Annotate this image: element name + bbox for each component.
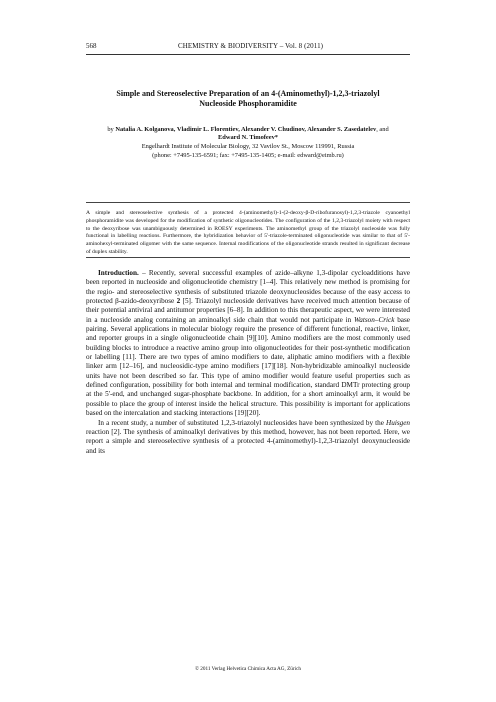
page-number: 568 (86, 42, 97, 50)
running-header (86, 42, 410, 54)
author-names-1: Natalia A. Kolganova, Vladimir L. Florentiev, Alexander V. Chudinov, Alexander S. Zasedatelev (115, 126, 377, 133)
author-line-1 (86, 126, 410, 134)
author-prefix: by (107, 126, 116, 133)
article-title-line-2: Nucleoside Phosphoramidite (199, 99, 297, 108)
affiliation (86, 143, 410, 160)
paragraph-text: reaction [2]. The synthesis of aminoalkyl derivatives by this method, however, has not been reported. Here, we report a simple and stereoselective synthesis of a protected 4-(aminomethyl)-1,2,3-triazolyl deoxynucleoside and its (86, 427, 410, 455)
abstract-bottom-rule (86, 257, 410, 258)
article-title-line-1: Simple and Stereoselective Preparation of an 4-(Aminomethyl)-1,2,3-triazolyl (116, 89, 380, 98)
abstract-top-rule (86, 202, 410, 203)
introduction-paragraph (86, 269, 410, 419)
copyright-footer: © 2011 Verlag Helvetica Chimica Acta AG, Zürich (195, 666, 301, 672)
header-divider (86, 54, 410, 55)
introduction-heading: Introduction. (98, 269, 139, 277)
paragraph-text: – Recently, several successful examples of azide–alkyne 1,3-dipolar cycloadditions have been reported in nucleoside and oligonucleotide chemistry [1–4]. This relatively new method is promising for the regio- and stereoselective synthesis of substituted triazole deoxynucleosides because of the easy access to protected β-azido-deoxyribose (86, 269, 410, 306)
affiliation-contact: (phone: +7495-135-6591; fax: +7495-135-1405; e-mail: edward@eimb.ru) (152, 151, 344, 159)
author-line-2 (86, 134, 410, 142)
paragraph-text: base pairing. Several applications in molecular biology require the presence of different functional, reactive, linker, and reporter groups in a single oligonucleotide chain [9][10]. Amino modifiers are the most commonly used building blocks to introduce a reactive amino group into oligonucleotides for their post-synthetic modification or labelling [11]. There are two types of amino modifiers to date, aliphatic amino modifiers with a flexible linker arm [12–16], and nucleosidic-type amino modifiers [17][18]. Non-hybridizable aminoalkyl nucleoside units have not been described so far. This type of amino modifier would feature useful properties such as defined configuration, possibility for both internal and terminal modification, standard DMTr protecting group at the 5'-end, and unchanged sugar-phosphate backbone. In addition, for a short aminoalkyl arm, it would be possible to place the group of interest inside the helical structure. This possibility is important for applications based on the intercalation and stacking interactions [19][20]. (86, 315, 410, 418)
paragraph-text: [5]. Triazolyl nucleoside derivatives have received much attention because of their potential antiviral and antitumor properties [6–8]. In addition to this therapeutic aspect, we were interested in a nucleoside analog containing an aminoalkyl side chain that would not participate in (86, 297, 410, 324)
affiliation-address: Engelhardt Institute of Molecular Biology, 32 Vavilov St., Moscow 119991, Russia (141, 143, 355, 150)
paragraph-text: In a recent study, a number of substituted 1,2,3-triazolyl nucleosides have been synthesized by the (98, 418, 387, 427)
article-body (86, 269, 410, 456)
second-paragraph (86, 419, 410, 456)
compound-number: 2 (176, 297, 181, 306)
italic-term: Watson–Crick (353, 315, 395, 324)
author-list (86, 126, 410, 143)
article-title (86, 89, 410, 109)
italic-term: Huisgen (386, 418, 410, 427)
author-names-2: Edward N. Timofeev* (218, 134, 278, 142)
abstract: A simple and stereoselective synthesis of a protected 4-(aminomethyl)-1-(2-deoxy-β-D-ribofuranosyl)-1,2,3-triazole cyanoethyl phosphoramidite was developed for the modification of synthetic oligonucleotides. The configuration of the 1,2,3-triazolyl moiety with respect to the deoxyribose was unambiguously determined in ROESY experiments. The aminomethyl group of the triazolyl nucleoside was fully functional in labelling reactions. Furthermore, the hybridization behavior of 5'-triazole-terminated oligonucleotide was similar to that of 5'-aminohexyl-terminated oligomer with the same sequence. Internal modifications of the oligonucleotide strands resulted in significant decrease of duplex stability. (86, 210, 410, 255)
journal-title: CHEMISTRY & BIODIVERSITY – Vol. 8 (2011) (178, 42, 324, 50)
author-conjunction: , and (376, 126, 389, 133)
